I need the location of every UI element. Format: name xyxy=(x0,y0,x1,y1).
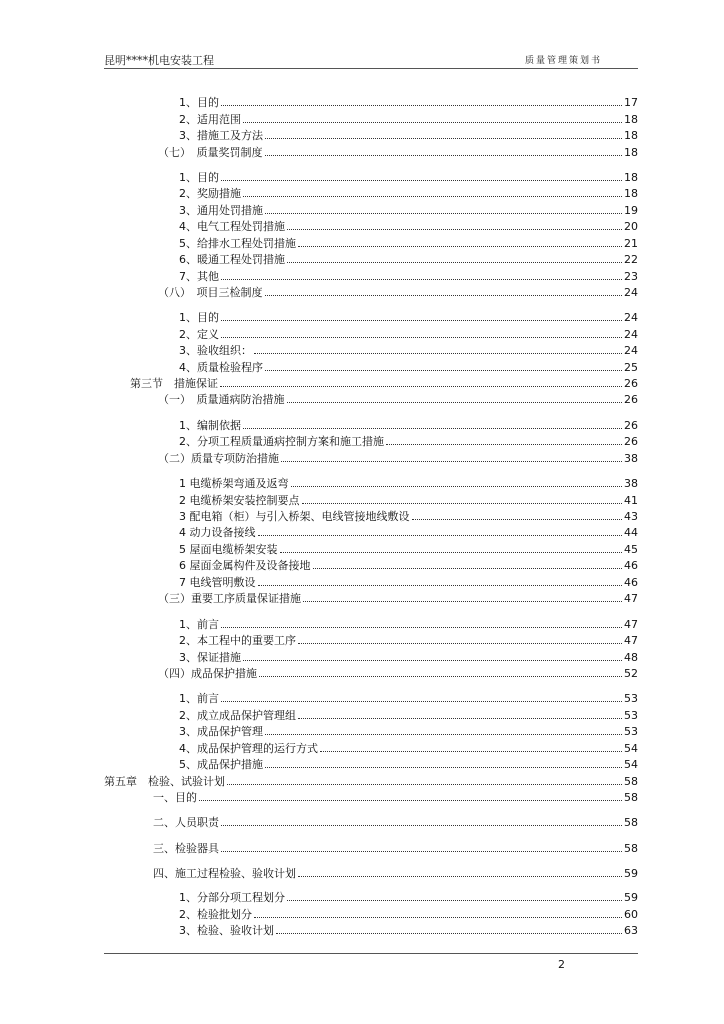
toc-entry-label: 一、目的 xyxy=(153,791,197,804)
toc-entry-page: 24 xyxy=(624,344,638,357)
toc-entry[interactable] xyxy=(158,144,638,159)
toc-entry-label: 2、本工程中的重要工序 xyxy=(179,634,296,647)
toc-entry-page: 54 xyxy=(624,758,638,771)
toc-dot-leader xyxy=(221,850,622,852)
toc-entry[interactable] xyxy=(179,268,638,283)
toc-entry-label: 2、适用范围 xyxy=(179,113,241,126)
toc-dot-leader xyxy=(259,675,622,677)
toc-entry-label: （一） 质量通病防治措施 xyxy=(158,393,285,406)
toc-entry-page: 18 xyxy=(624,146,638,159)
toc-dot-leader xyxy=(386,443,622,445)
toc-entry[interactable] xyxy=(179,508,638,523)
toc-dot-leader xyxy=(265,154,623,156)
toc-entry[interactable] xyxy=(153,840,638,855)
toc-entry-page: 18 xyxy=(624,187,638,200)
toc-entry-label: 1、前言 xyxy=(179,692,219,705)
toc-dot-leader xyxy=(265,212,622,214)
toc-entry-page: 18 xyxy=(624,171,638,184)
toc-dot-leader xyxy=(291,485,623,487)
toc-entry[interactable] xyxy=(179,475,638,490)
toc-dot-leader xyxy=(313,567,623,569)
toc-dot-leader xyxy=(287,401,623,403)
toc-entry[interactable] xyxy=(179,185,638,200)
toc-entry[interactable] xyxy=(179,94,638,109)
toc-entry[interactable] xyxy=(179,359,638,374)
toc-entry-label: 5、成品保护措施 xyxy=(179,758,263,771)
toc-entry-page: 52 xyxy=(624,667,638,680)
toc-entry-page: 60 xyxy=(624,908,638,921)
toc-dot-leader xyxy=(276,932,622,934)
toc-entry[interactable] xyxy=(179,309,638,324)
page-number: 2 xyxy=(558,958,565,971)
toc-entry[interactable] xyxy=(179,707,638,722)
toc-entry-page: 26 xyxy=(624,393,638,406)
toc-entry-page: 24 xyxy=(624,311,638,324)
toc-entry-page: 53 xyxy=(624,709,638,722)
toc-entry[interactable] xyxy=(179,906,638,921)
toc-entry-label: （八） 项目三检制度 xyxy=(158,286,263,299)
toc-entry-label: （七） 质量奖罚制度 xyxy=(158,146,263,159)
toc-entry[interactable] xyxy=(179,574,638,589)
toc-entry-label: 3、检验、验收计划 xyxy=(179,924,274,937)
toc-entry[interactable] xyxy=(179,632,638,647)
toc-entry-label: 4、成品保护管理的运行方式 xyxy=(179,742,318,755)
toc-dot-leader xyxy=(221,336,622,338)
toc-entry-page: 22 xyxy=(624,253,638,266)
toc-entry[interactable] xyxy=(179,541,638,556)
toc-entry-label: 三、检验器具 xyxy=(153,842,219,855)
toc-entry[interactable] xyxy=(179,169,638,184)
toc-dot-leader xyxy=(287,228,622,230)
toc-entry-page: 47 xyxy=(624,592,638,605)
toc-entry-label: 2、定义 xyxy=(179,328,219,341)
toc-entry[interactable] xyxy=(179,417,638,432)
toc-dot-leader xyxy=(265,294,623,296)
toc-dot-leader xyxy=(221,824,622,826)
toc-entry-page: 58 xyxy=(624,842,638,855)
toc-entry[interactable] xyxy=(130,375,638,390)
toc-entry-page: 59 xyxy=(624,891,638,904)
toc-dot-leader xyxy=(221,626,622,628)
toc-entry[interactable] xyxy=(158,284,638,299)
toc-dot-leader xyxy=(302,502,623,504)
toc-dot-leader xyxy=(227,783,622,785)
toc-entry-page: 47 xyxy=(624,634,638,647)
toc-entry-page: 38 xyxy=(624,452,638,465)
toc-entry-label: 2、分项工程质量通病控制方案和施工措施 xyxy=(179,435,384,448)
toc-dot-leader xyxy=(298,642,622,644)
toc-entry-page: 18 xyxy=(624,129,638,142)
toc-entry-label: 1、目的 xyxy=(179,311,219,324)
toc-entry-label: 四、施工过程检验、验收计划 xyxy=(153,867,296,880)
toc-entry-page: 58 xyxy=(624,775,638,788)
toc-entry-page: 26 xyxy=(624,419,638,432)
toc-dot-leader xyxy=(280,551,623,553)
toc-entry-page: 53 xyxy=(624,692,638,705)
toc-entry[interactable] xyxy=(179,690,638,705)
toc-dot-leader xyxy=(287,261,622,263)
toc-dot-leader xyxy=(243,195,622,197)
toc-entry[interactable] xyxy=(179,889,638,904)
toc-entry-label: 3、保证措施 xyxy=(179,651,241,664)
toc-entry-label: 1、分部分项工程划分 xyxy=(179,891,285,904)
toc-entry-label: 2、奖励措施 xyxy=(179,187,241,200)
toc-dot-leader xyxy=(412,518,623,520)
toc-entry-page: 43 xyxy=(624,510,638,523)
toc-entry-page: 59 xyxy=(624,867,638,880)
toc-entry-label: 7、其他 xyxy=(179,270,219,283)
toc-entry-label: 6、暖通工程处罚措施 xyxy=(179,253,285,266)
toc-entry[interactable] xyxy=(179,557,638,572)
toc-entry-page: 24 xyxy=(624,328,638,341)
toc-entry-label: 4、质量检验程序 xyxy=(179,361,263,374)
toc-entry-page: 53 xyxy=(624,725,638,738)
toc-entry-page: 44 xyxy=(624,526,638,539)
toc-entry-page: 19 xyxy=(624,204,638,217)
toc-entry[interactable] xyxy=(153,789,638,804)
toc-entry-page: 38 xyxy=(624,477,638,490)
toc-entry-page: 18 xyxy=(624,113,638,126)
toc-entry[interactable] xyxy=(179,756,638,771)
toc-dot-leader xyxy=(243,659,622,661)
header-document-title: 质量管理策划书 xyxy=(524,56,602,66)
toc-entry-page: 25 xyxy=(624,361,638,374)
toc-entry[interactable] xyxy=(104,773,638,788)
page-footer xyxy=(104,953,638,971)
toc-entry-page: 46 xyxy=(624,576,638,589)
toc-entry-label: 5、给排水工程处罚措施 xyxy=(179,237,296,250)
toc-dot-leader xyxy=(265,137,622,139)
toc-entry[interactable] xyxy=(179,342,638,357)
toc-dot-leader xyxy=(258,534,623,536)
header-project-title: 昆明****机电安装工程 xyxy=(104,54,214,67)
toc-entry-label: 第三节 措施保证 xyxy=(130,377,218,390)
toc-entry[interactable] xyxy=(179,922,638,937)
toc-entry-label: （三）重要工序质量保证措施 xyxy=(158,592,301,605)
toc-dot-leader xyxy=(298,875,622,877)
toc-entry[interactable] xyxy=(179,127,638,142)
toc-entry[interactable] xyxy=(179,740,638,755)
toc-entry[interactable] xyxy=(179,616,638,631)
toc-entry-label: 3、验收组织： xyxy=(179,344,252,357)
toc-dot-leader xyxy=(254,916,622,918)
toc-entry-label: （二）质量专项防治措施 xyxy=(158,452,279,465)
toc-dot-leader xyxy=(320,750,622,752)
toc-entry-page: 58 xyxy=(624,791,638,804)
toc-entry-label: 5 屋面电缆桥架安装 xyxy=(179,543,278,556)
toc-entry-page: 21 xyxy=(624,237,638,250)
toc-entry[interactable] xyxy=(179,235,638,250)
toc-entry-label: 4 动力设备接线 xyxy=(179,526,256,539)
toc-dot-leader xyxy=(243,427,622,429)
toc-dot-leader xyxy=(254,352,622,354)
toc-entry-page: 23 xyxy=(624,270,638,283)
toc-entry[interactable] xyxy=(179,649,638,664)
toc-dot-leader xyxy=(287,899,622,901)
toc-entry-label: 6 屋面金属构件及设备接地 xyxy=(179,559,311,572)
toc-entry-page: 24 xyxy=(624,286,638,299)
toc-entry[interactable] xyxy=(179,111,638,126)
toc-dot-leader xyxy=(298,717,622,719)
toc-entry-label: 1 电缆桥架弯通及返弯 xyxy=(179,477,289,490)
toc-entry[interactable] xyxy=(179,433,638,448)
toc-dot-leader xyxy=(220,385,622,387)
toc-entry-label: 2、检验批划分 xyxy=(179,908,252,921)
toc-entry[interactable] xyxy=(179,218,638,233)
toc-entry-page: 58 xyxy=(624,816,638,829)
toc-dot-leader xyxy=(221,278,622,280)
toc-entry-page: 20 xyxy=(624,220,638,233)
toc-entry[interactable] xyxy=(179,202,638,217)
toc-entry-page: 45 xyxy=(624,543,638,556)
toc-dot-leader xyxy=(265,733,622,735)
toc-entry-label: 二、人员职责 xyxy=(153,816,219,829)
toc-entry-page: 41 xyxy=(624,494,638,507)
toc-entry-page: 54 xyxy=(624,742,638,755)
toc-dot-leader xyxy=(265,369,622,371)
toc-entry-label: 3 配电箱（柜）与引入桥架、电线管接地线敷设 xyxy=(179,510,410,523)
toc-entry-label: 1、编制依据 xyxy=(179,419,241,432)
toc-dot-leader xyxy=(303,600,622,602)
toc-entry-page: 17 xyxy=(624,96,638,109)
toc-entry-page: 48 xyxy=(624,651,638,664)
toc-entry-page: 47 xyxy=(624,618,638,631)
toc-dot-leader xyxy=(221,319,622,321)
toc-entry[interactable] xyxy=(179,251,638,266)
toc-entry-label: 3、成品保护管理 xyxy=(179,725,263,738)
toc-entry[interactable] xyxy=(153,865,638,880)
toc-entry[interactable] xyxy=(158,590,638,605)
toc-entry-label: 7 电线管明敷设 xyxy=(179,576,256,589)
toc-dot-leader xyxy=(298,245,622,247)
toc-dot-leader xyxy=(221,700,622,702)
toc-entry-label: 1、前言 xyxy=(179,618,219,631)
toc-entry-page: 63 xyxy=(624,924,638,937)
toc-dot-leader xyxy=(199,799,622,801)
toc-entry[interactable] xyxy=(158,391,638,406)
toc-entry-label: 2、成立成品保护管理组 xyxy=(179,709,296,722)
toc-entry-label: （四）成品保护措施 xyxy=(158,667,257,680)
toc-entry[interactable] xyxy=(153,814,638,829)
toc-dot-leader xyxy=(243,121,622,123)
toc-entry-label: 1、目的 xyxy=(179,171,219,184)
toc-entry-label: 3、通用处罚措施 xyxy=(179,204,263,217)
toc-dot-leader xyxy=(281,460,622,462)
toc-entry[interactable] xyxy=(179,524,638,539)
toc-entry[interactable] xyxy=(158,665,638,680)
toc-entry[interactable] xyxy=(179,326,638,341)
toc-dot-leader xyxy=(221,179,622,181)
toc-entry-label: 4、电气工程处罚措施 xyxy=(179,220,285,233)
toc-entry[interactable] xyxy=(179,723,638,738)
toc-dot-leader xyxy=(221,104,622,106)
toc-entry[interactable] xyxy=(158,450,638,465)
toc-entry-page: 26 xyxy=(624,435,638,448)
toc-entry-label: 3、措施工及方法 xyxy=(179,129,263,142)
toc-entry-page: 46 xyxy=(624,559,638,572)
toc-entry-label: 1、目的 xyxy=(179,96,219,109)
toc-entry-label: 第五章 检验、试验计划 xyxy=(104,775,225,788)
toc-dot-leader xyxy=(265,766,622,768)
toc-dot-leader xyxy=(258,584,623,586)
toc-entry-label: 2 电缆桥架安装控制要点 xyxy=(179,494,300,507)
toc-entry[interactable] xyxy=(179,492,638,507)
toc-entry-page: 26 xyxy=(624,377,638,390)
